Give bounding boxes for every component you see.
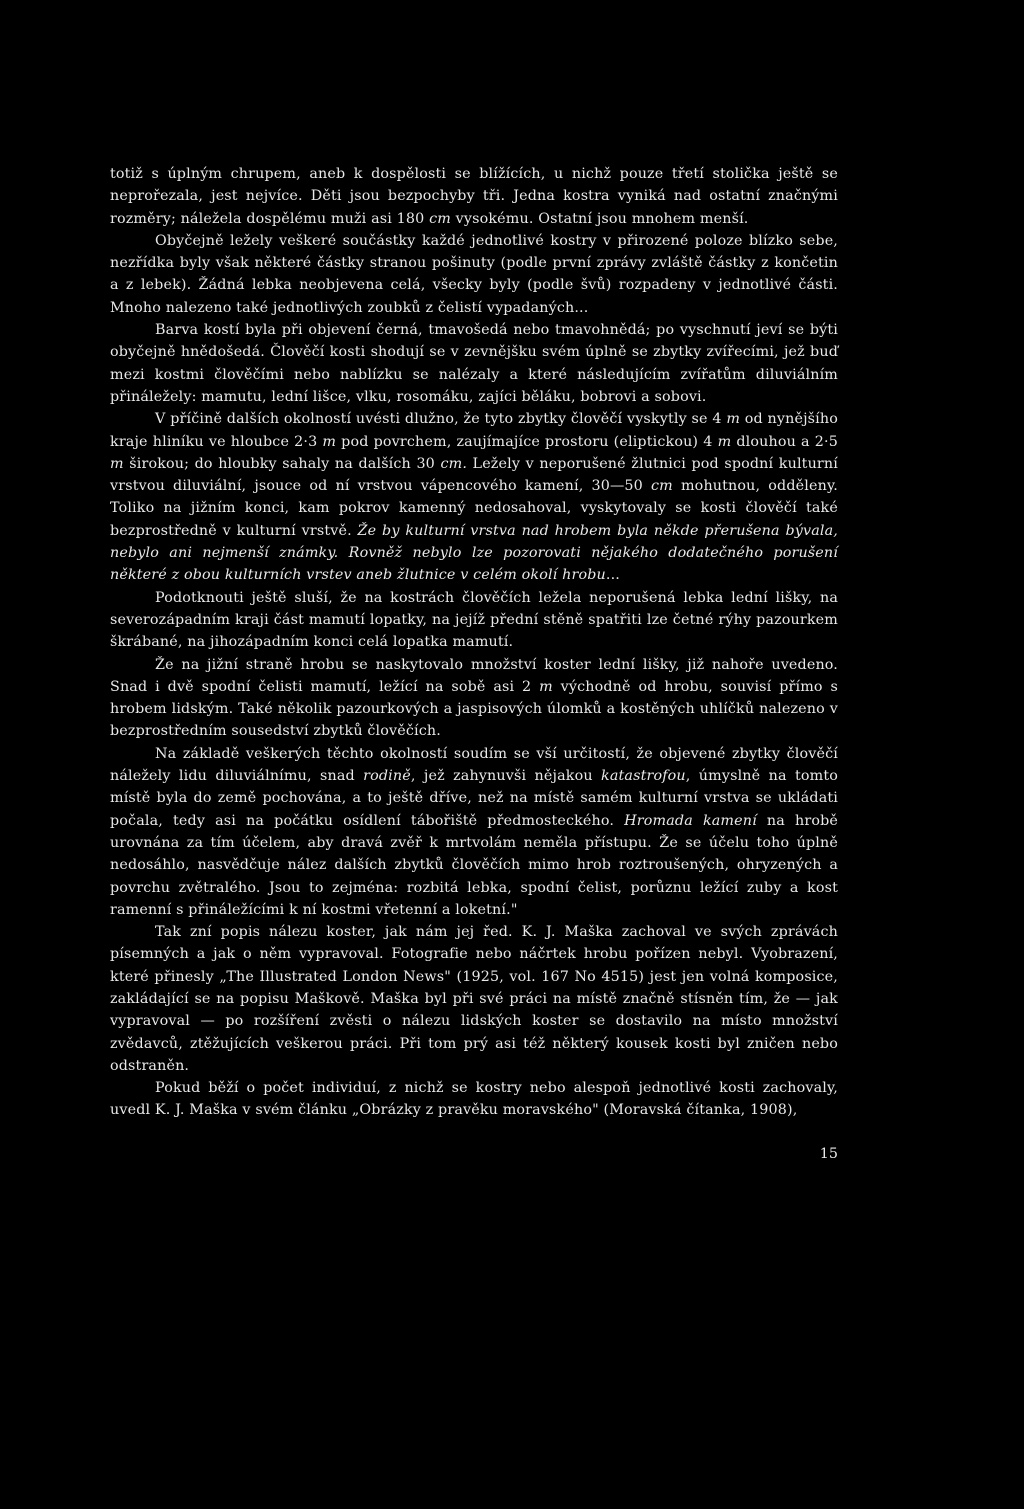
italic-text: cm	[429, 210, 451, 227]
text-run: východně od hrobu, souvisí přímo s hrobem lidským. Také několik pazourkových a jaspisových úlomků a kostěných uhlíčků nalezeno v bezprostředním sousedství zbytků člověčích.	[110, 678, 838, 740]
paragraph	[110, 654, 838, 743]
text-run: Že na jižní straně hrobu se naskytovalo množství koster lední lišky, již nahoře uvedeno. Snad i dvě spodní čelisti mamutí, ležící na sobě asi 2	[110, 656, 838, 695]
paragraph	[110, 587, 838, 654]
italic-text: cm	[651, 478, 673, 495]
text-run: Ležely v neporušené žlutnici pod spodní kulturní vrstvou diluviální, jsouce od ní vrstvou vápencového kamení, 30—50	[110, 455, 838, 495]
italic-text: m	[726, 411, 741, 428]
paragraph	[110, 319, 838, 408]
text-run: Pokud běží o počet individuí, z nichž se kostry nebo alespoň jednotlivé kosti zachovaly, uvedl K. J. Maška v svém článku „Obrázky z pravěku moravského" (Moravská čítanka, 1908),	[110, 1080, 838, 1119]
text-run: mohutnou, odděleny. Toliko na jižním konci, kam pokrov kamenný nedosahoval, vyskytovaly se kosti člověčí také bezprostředně v kulturní vrstvě.	[110, 478, 838, 539]
italic-text: cm.	[440, 455, 468, 472]
italic-text: m	[717, 433, 732, 450]
text-run: širokou; do hloubky sahaly na dalších 30	[123, 455, 441, 472]
paragraph	[110, 230, 838, 319]
page-number: 15	[819, 1146, 838, 1162]
text-run: Barva kostí byla při objevení černá, tmavošedá nebo tmavohnědá; po vyschnutí jeví se býti obyčejně hnědošedá. Člověčí kosti shodují se v zevnějšku svém úplně se zbytky zvířecími, jež buď mezi kostmi člověčími nebo nablízku se nalézaly a které následujícím zvířatům diluviálním přináležely: mamutu, lední lišce, vlku, rosomáku, zajíci běláku, bobrovi a sobovi.	[110, 322, 838, 405]
paragraph	[110, 921, 838, 1077]
italic-text: m	[539, 678, 553, 695]
italic-text: Hromada kamení	[624, 812, 757, 829]
italic-text: katastrofou	[601, 768, 686, 785]
paragraph	[110, 163, 838, 230]
italic-text: rodině	[363, 768, 411, 785]
text-run: totiž s úplným chrupem, aneb k dospělosti se blížících, u nichž pouze třetí stolička ještě se neprořezala, jest nejvíce. Děti jsou bezpochyby tři. Jedna kostra vyniká nad ostatní značnými rozměry; náležela dospělému muži asi 180	[110, 166, 838, 227]
italic-text: m	[322, 433, 337, 450]
text-run: Tak zní popis nálezu koster, jak nám jej řed. K. J. Maška zachoval ve svých zprávách písemných a jak o něm vypravoval. Fotografie nebo náčrtek hrobu pořízen nebyl. Vyobrazení, které přinesly „The Illustrated London News" (1925, vol. 167 No 4515) jest jen volná komposice, zakládající se na popisu Maškově. Maška byl při své práci na místě značně stísněn tím, že — jak vypravoval — po rozšíření zvěsti o nálezu lidských koster se dostavilo na místo množství zvědavců, ztěžujících veškerou práci. Při tom prý asi též některý kousek kosti byl zničen nebo odstraněn.	[110, 924, 838, 1074]
text-run: ...	[605, 567, 620, 584]
paragraph	[110, 1077, 838, 1122]
paragraph	[110, 743, 838, 921]
italic-text: Že by kulturní vrstva nad hrobem byla někde přerušena bývala, nebylo ani nejmenší známky. Rovněž nebylo lze pozorovati nějakého dodatečného porušení některé z obou kulturních vrstev aneb žlutnice v celém okolí hrobu	[110, 522, 838, 584]
text-run: na hrobě urovnána za tím účelem, aby dravá zvěř k mrtvolám neměla přístupu. Že se účelu toho úplně nedosáhlo, nasvědčuje nález dalších zbytků člověčích mimo hrob roztroušených, ohryzených a povrchu zvětralého. Jsou to zejména: rozbitá lebka, spodní čelist, porůznu ležící zuby a kost ramenní s přináležícími k ní kostmi vřetenní a loketní."	[110, 812, 839, 918]
text-run: , úmyslně na tomto místě byla do země pochována, a to ještě dříve, než na místě samém kulturní vrstva se ukládati počala, tedy asi na počátku osídlení tábořiště předmosteckého.	[110, 768, 838, 829]
text-run: pod povrchem, zaujímajíce prostoru (eliptickou) 4	[336, 433, 718, 450]
text-run: Obyčejně ležely veškeré součástky každé jednotlivé kostry v přirozené poloze blízko sebe, nezřídka byly však některé částky stranou pošinuty (podle první zprávy zvláště částky z končetin a z lebek). Žádná lebka neobjevena celá, všecky byly (podle švů) rozpadeny v jednotlivé části. Mnoho nalezeno také jednotlivých zoubků z čelistí vypadaných...	[110, 232, 838, 316]
text-run: od nynějšího kraje hliníku ve hloubce 2·3	[110, 411, 838, 450]
italic-text: m	[110, 455, 124, 472]
body-text	[110, 163, 838, 1122]
text-run: dlouhou a 2·5	[731, 433, 838, 450]
text-run: V příčině dalších okolností uvésti dlužno, že tyto zbytky člověčí vyskytly se 4	[155, 411, 727, 428]
text-run: Podotknouti ještě sluší, že na kostrách člověčích ležela neporušená lebka lední lišky, na severozápadním kraji část mamutí lopatky, na jejíž přední stěně spatřiti lze četné rýhy pazourkem škrábané, na jihozápadním konci celá lopatka mamutí.	[110, 589, 838, 651]
paragraph	[110, 408, 838, 586]
text-run: vysokému. Ostatní jsou mnohem menší.	[450, 210, 749, 227]
text-run: Na základě veškerých těchto okolností soudím se vší určitostí, že objevené zbytky člověčí náležely lidu diluviálnímu, snad	[110, 745, 838, 785]
text-run: , jež zahynuvši nějakou	[410, 768, 602, 785]
